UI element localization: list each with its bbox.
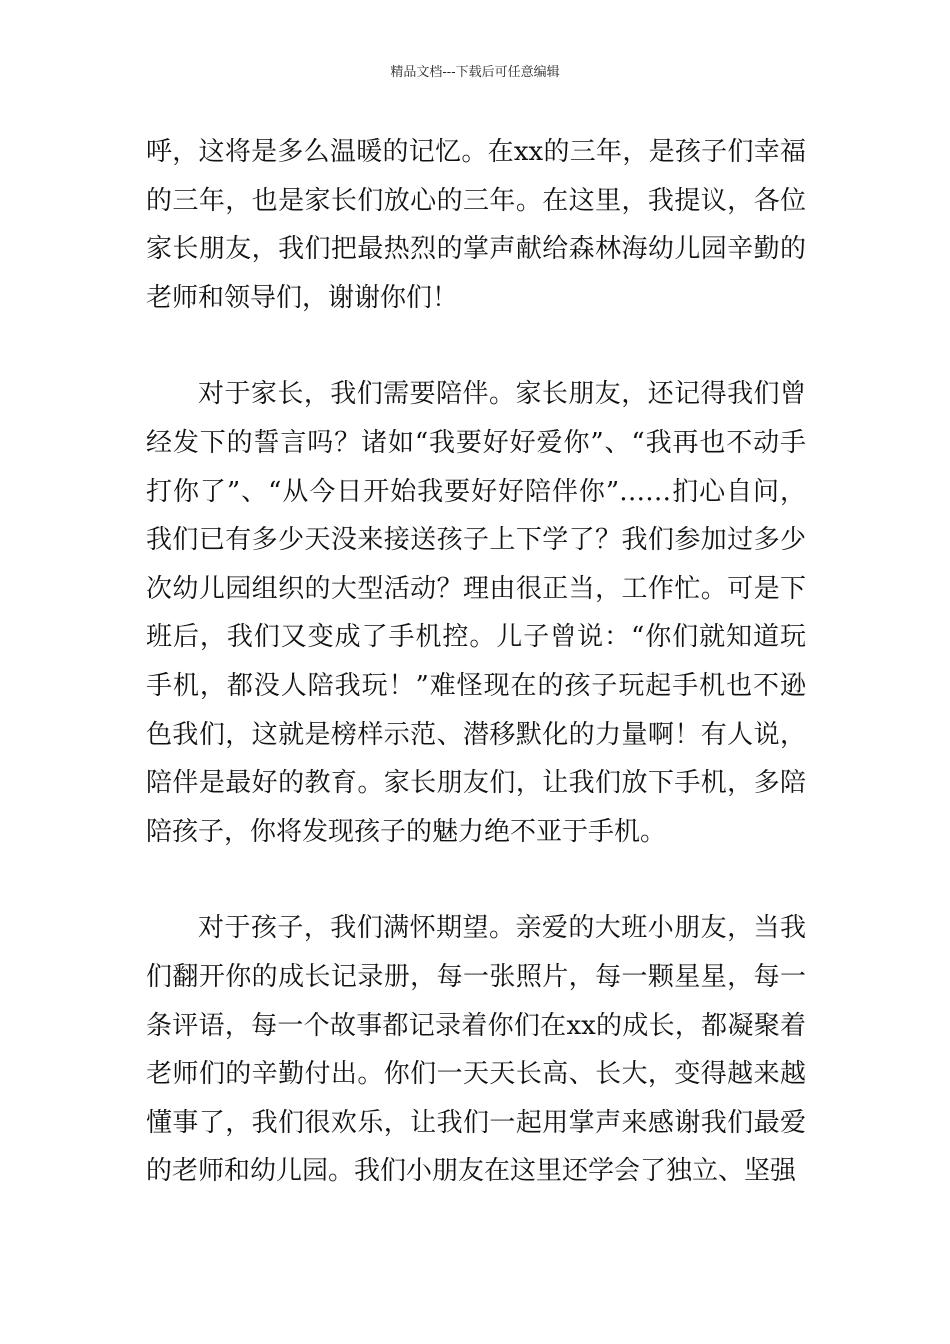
document-body <box>146 128 806 1196</box>
page-header: 精品文档---下载后可任意编辑 <box>390 65 560 80</box>
paragraph-3: 对于孩子，我们满怀期望。亲爱的大班小朋友，当我们翻开你的成长记录册，每一张照片，每一颗星星，每一条评语，每一个故事都记录着你们在xx的成长，都凝聚着老师们的辛勤付出。你们一天天长高、长大，变得越来越懂事了，我们很欢乐，让我们一起用掌声来感谢我们最爱的老师和幼儿园。我们小朋友在这里还学会了独立、坚强 <box>146 913 806 1187</box>
paragraph-1: 呼，这将是多么温暖的记忆。在xx的三年，是孩子们幸福的三年，也是家长们放心的三年。在这里，我提议，各位家长朋友，我们把最热烈的掌声献给森林海幼儿园辛勤的老师和领导们，谢谢你们！ <box>146 137 806 313</box>
paragraph-2: 对于家长，我们需要陪伴。家长朋友，还记得我们曾经发下的誓言吗？诸如“我要好好爱你”、“我再也不动手打你了”、“从今日开始我要好好陪伴你”……扪心自问，我们已有多少天没来接送孩子上下学了？我们参加过多少次幼儿园组织的大型活动？理由很正当，工作忙。可是下班后，我们又变成了手机控。儿子曾说：“你们就知道玩手机，都没人陪我玩！”难怪现在的孩子玩起手机也不逊色我们，这就是榜样示范、潜移默化的力量啊！有人说，陪伴是最好的教育。家长朋友们，让我们放下手机，多陪陪孩子，你将发现孩子的魅力绝不亚于手机。 <box>146 379 806 847</box>
